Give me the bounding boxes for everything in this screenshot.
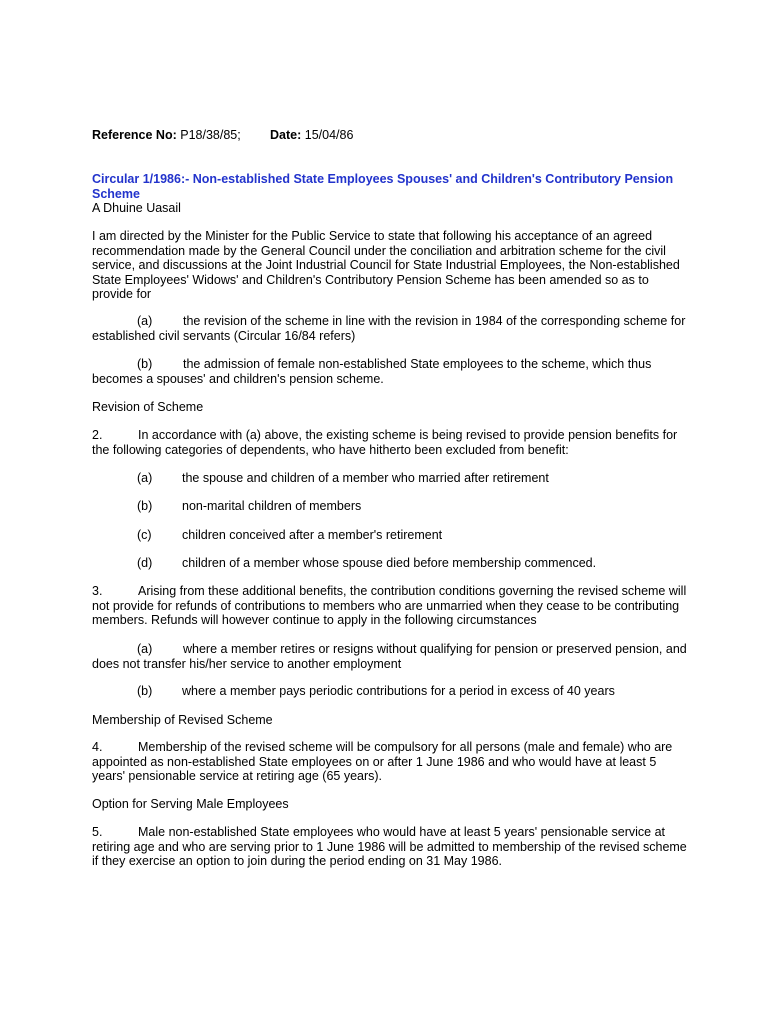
- circular-title: Circular 1/1986:- Non-established State Employees Spouses' and Children's Contributory Pension Scheme: [92, 172, 674, 201]
- item-text: the admission of female non-established State employees to the scheme, which thus becomes a spouses' and children's pension scheme.: [92, 357, 652, 386]
- paragraph-3: [92, 584, 692, 628]
- item-label: (a): [137, 314, 153, 328]
- date-label: Date:: [270, 128, 302, 142]
- item-label: (b): [137, 499, 153, 513]
- item-text: where a member retires or resigns without qualifying for pension or preserved pension, and does not transfer his/her service to another employment: [92, 642, 687, 671]
- date-value: 15/04/86: [304, 128, 354, 142]
- intro-item-b: [92, 357, 692, 386]
- membership-heading: Membership of Revised Scheme: [92, 713, 273, 727]
- paragraph-2: [92, 428, 692, 457]
- item-label: (a): [137, 471, 153, 485]
- reference-value: P18/38/85;: [180, 128, 241, 142]
- paragraph-text: Membership of the revised scheme will be compulsory for all persons (male and female) who are appointed as non-established State employees on or after 1 June 1986 and who would have at least 5 years' pensionable service at retiring age (65 years).: [92, 740, 673, 783]
- item-text: children conceived after a member's retirement: [182, 528, 443, 542]
- item-label: (b): [137, 357, 153, 371]
- intro-paragraph: I am directed by the Minister for the Public Service to state that following his acceptance of an agreed recommendation made by the General Council under the conciliation and arbitration scheme for the civil service, and discussions at the Joint Industrial Council for State Industrial Employees, the Non-established State Employees' Widows' and Children's Contributory Pension Scheme has been amended so as to provide for: [92, 229, 680, 301]
- reference-label: Reference No:: [92, 128, 177, 142]
- paragraph-5: [92, 825, 692, 869]
- paragraph-number: 3.: [92, 584, 103, 598]
- paragraph-number: 2.: [92, 428, 103, 442]
- reference-line: [92, 128, 354, 142]
- salutation: A Dhuine Uasail: [92, 201, 181, 215]
- revision-heading: Revision of Scheme: [92, 400, 204, 414]
- item-text: where a member pays periodic contributions for a period in excess of 40 years: [182, 684, 615, 698]
- para3-item-a: [92, 642, 692, 671]
- paragraph-text: Arising from these additional benefits, the contribution conditions governing the revised scheme will not provide for refunds of contributions to members who are unmarried when they cease to be contributing members. Refunds will however continue to apply in the following circumstances: [92, 584, 687, 627]
- item-text: children of a member whose spouse died before membership commenced.: [182, 556, 597, 570]
- item-label: (d): [137, 556, 153, 570]
- option-heading: Option for Serving Male Employees: [92, 797, 289, 811]
- paragraph-number: 5.: [92, 825, 103, 839]
- paragraph-number: 4.: [92, 740, 103, 754]
- item-text: non-marital children of members: [182, 499, 362, 513]
- paragraph-4: [92, 740, 692, 784]
- paragraph-text: In accordance with (a) above, the existing scheme is being revised to provide pension benefits for the following categories of dependents, who have hitherto been excluded from benefit:: [92, 428, 678, 457]
- item-label: (c): [137, 528, 152, 542]
- item-text: the revision of the scheme in line with the revision in 1984 of the corresponding scheme for established civil servants (Circular 16/84 refers): [92, 314, 686, 343]
- item-label: (a): [137, 642, 153, 656]
- item-label: (b): [137, 684, 153, 698]
- intro-item-a: [92, 314, 692, 343]
- item-text: the spouse and children of a member who married after retirement: [182, 471, 549, 485]
- paragraph-text: Male non-established State employees who would have at least 5 years' pensionable service at retiring age and who are serving prior to 1 June 1986 will be admitted to membership of the revised scheme if they exercise an option to join during the period ending on 31 May 1986.: [92, 825, 687, 868]
